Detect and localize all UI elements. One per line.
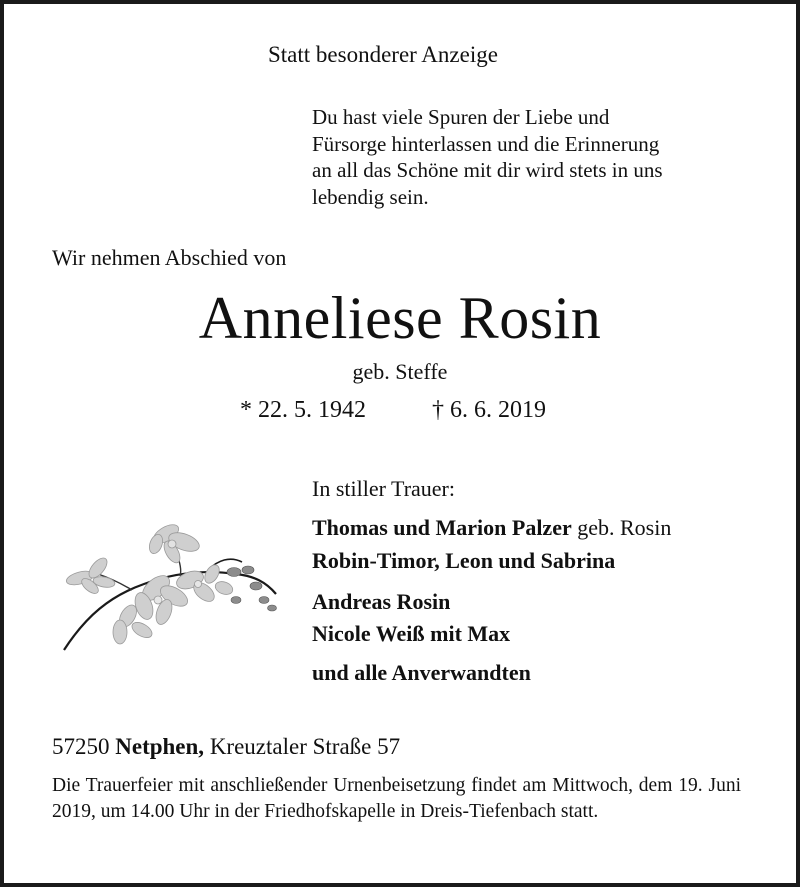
mourner-line — [312, 660, 531, 686]
mourner-name: Robin-Timor, Leon und Sabrina — [312, 548, 616, 573]
city: Netphen, — [115, 734, 205, 759]
mourner-name: Thomas und Marion Palzer — [312, 515, 572, 540]
poem-text: Du hast viele Spuren der Liebe und Fürsorge hinterlassen und die Erinnerung an all das Schöne mit dir wird stets in uns lebendig sein. — [312, 105, 663, 209]
mourner-line — [312, 515, 671, 541]
maiden-name: geb. Steffe — [352, 359, 448, 384]
funeral-notice: Die Trauerfeier mit anschließender Urnenbeisetzung findet am Mittwoch, dem 19. Juni 2019, um 14.00 Uhr in der Friedhofskapelle in Dreis-Tiefenbach statt. — [52, 775, 741, 822]
mourner-name: Andreas Rosin — [312, 589, 451, 614]
mourner-name: Nicole Weiß mit Max — [312, 621, 511, 646]
farewell-intro: Wir nehmen Abschied von — [52, 245, 287, 270]
header-text: Statt besonderer Anzeige — [268, 42, 498, 67]
postal-code: 57250 — [52, 734, 110, 759]
street: Kreuztaler Straße 57 — [209, 734, 401, 759]
mourner-line — [312, 621, 510, 647]
deceased-name: Anneliese Rosin — [198, 285, 602, 351]
mourner-line — [312, 548, 615, 574]
mourner-line — [312, 589, 450, 615]
address-line — [52, 734, 400, 760]
birth-date: * 22. 5. 1942 — [240, 397, 366, 423]
death-date: † 6. 6. 2019 — [432, 397, 546, 423]
orchid-branch-icon — [58, 504, 284, 656]
mourner-suffix: geb. Rosin — [571, 515, 672, 540]
mourners-intro: In stiller Trauer: — [312, 476, 455, 501]
mourner-name: und alle Anverwandten — [312, 660, 531, 685]
